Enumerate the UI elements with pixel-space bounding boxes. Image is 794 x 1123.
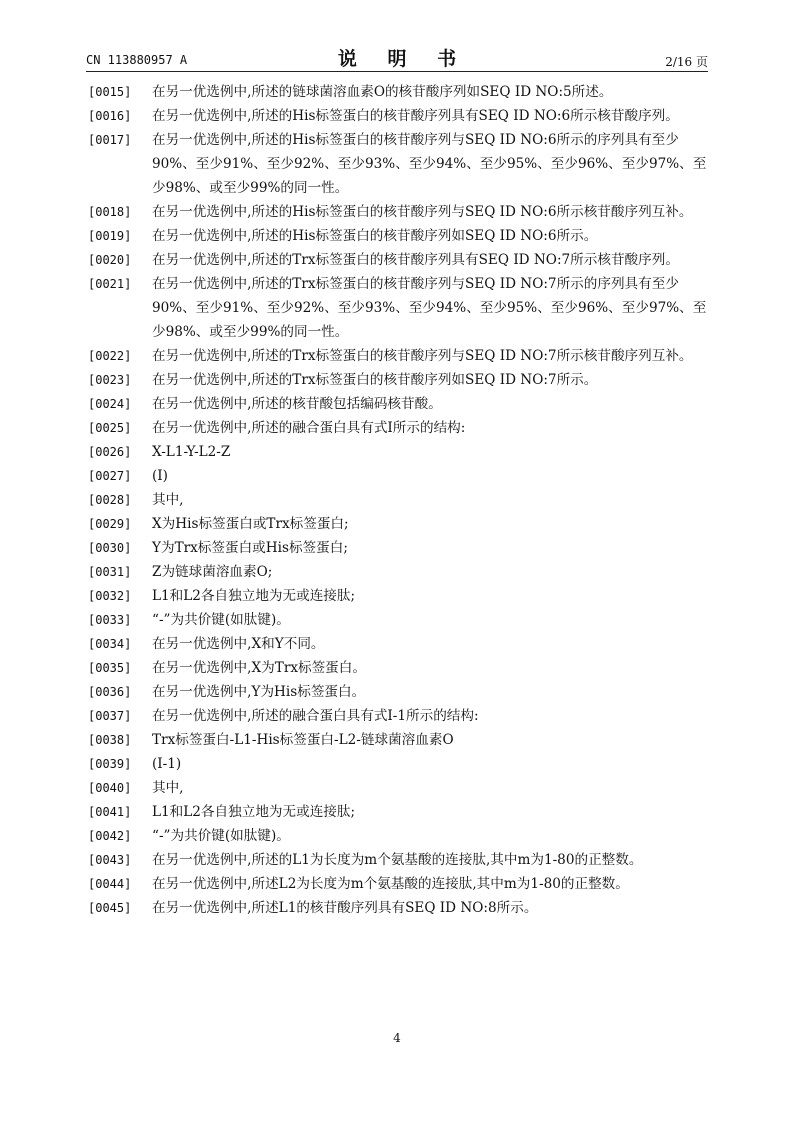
paragraph (88, 104, 708, 128)
paragraph-number: [0043] (88, 853, 132, 867)
paragraph-text: (I) (152, 468, 168, 484)
paragraph-text: 在另一优选例中,X为Trx标签蛋白。 (152, 660, 366, 676)
paragraph (88, 464, 708, 488)
paragraph (88, 896, 708, 920)
paragraph-text: Trx标签蛋白-L1-His标签蛋白-L2-链球菌溶血素O (152, 732, 454, 748)
paragraph-number: [0022] (88, 349, 132, 363)
paragraph-number: [0028] (88, 493, 132, 507)
paragraph (88, 752, 708, 776)
paragraph (88, 416, 708, 440)
paragraph (88, 440, 708, 464)
paragraph (88, 512, 708, 536)
paragraph-number: [0016] (88, 109, 132, 123)
paragraph-text: 在另一优选例中,所述的融合蛋白具有式I所示的结构: (152, 420, 466, 436)
paragraph-text: 在另一优选例中,所述的Trx标签蛋白的核苷酸序列如SEQ ID NO:7所示。 (152, 372, 598, 388)
paragraph (88, 680, 708, 704)
paragraph-text: (I-1) (152, 756, 182, 772)
paragraph-number: [0025] (88, 421, 132, 435)
paragraph-text: X-L1-Y-L2-Z (152, 444, 231, 460)
paragraph (88, 584, 708, 608)
paragraph (88, 224, 708, 248)
page-indicator: 2/16 页 (665, 55, 708, 69)
paragraph (88, 704, 708, 728)
paragraph-number: [0019] (88, 229, 132, 243)
paragraph-number: [0024] (88, 397, 132, 411)
paragraph (88, 200, 708, 224)
paragraph-number: [0035] (88, 661, 132, 675)
paragraph (88, 560, 708, 584)
paragraph (88, 824, 708, 848)
paragraph-text: 在另一优选例中,所述L2为长度为m个氨基酸的连接肽,其中m为1-80的正整数。 (152, 876, 629, 892)
paragraph (88, 776, 708, 800)
paragraph-text: “-”为共价键(如肽键)。 (152, 828, 290, 844)
paragraph (88, 656, 708, 680)
paragraph-text: Z为链球菌溶血素O; (152, 564, 273, 580)
patent-number: CN 113880957 A (86, 53, 188, 67)
paragraph-number: [0040] (88, 781, 132, 795)
paragraph-number: [0031] (88, 565, 132, 579)
paragraph-number: [0041] (88, 805, 132, 819)
paragraph (88, 248, 708, 272)
paragraph-text: 其中, (152, 492, 184, 508)
paragraph (88, 344, 708, 368)
paragraph-text: Y为Trx标签蛋白或His标签蛋白; (152, 540, 348, 556)
paragraph-text: 在另一优选例中,所述的融合蛋白具有式I-1所示的结构: (152, 708, 479, 724)
document-body (88, 80, 708, 920)
paragraph-text: 在另一优选例中,所述的Trx标签蛋白的核苷酸序列具有SEQ ID NO:7所示核苷酸序列。 (152, 252, 679, 268)
paragraph-number: [0033] (88, 613, 132, 627)
paragraph (88, 632, 708, 656)
paragraph-text: 在另一优选例中,X和Y不同。 (152, 636, 325, 652)
paragraph-text: 在另一优选例中,所述的His标签蛋白的核苷酸序列与SEQ ID NO:6所示的序列具有至少90%、至少91%、至少92%、至少93%、至少94%、至少95%、至少96%、至少97%、至少98%、或至少99%的同一性。 (152, 132, 707, 196)
page-header (86, 44, 708, 70)
paragraph-text: 在另一优选例中,所述L1的核苷酸序列具有SEQ ID NO:8所示。 (152, 900, 538, 916)
paragraph (88, 848, 708, 872)
paragraph-text: 在另一优选例中,所述的核苷酸包括编码核苷酸。 (152, 396, 442, 412)
paragraph-number: [0044] (88, 877, 132, 891)
paragraph (88, 872, 708, 896)
paragraph-number: [0029] (88, 517, 132, 531)
paragraph-number: [0038] (88, 733, 132, 747)
paragraph (88, 536, 708, 560)
paragraph-text: 在另一优选例中,Y为His标签蛋白。 (152, 684, 366, 700)
paragraph (88, 272, 708, 344)
paragraph-number: [0023] (88, 373, 132, 387)
header-divider (86, 71, 708, 72)
page-number: 4 (393, 1031, 401, 1045)
paragraph-text: 在另一优选例中,所述的His标签蛋白的核苷酸序列具有SEQ ID NO:6所示核苷酸序列。 (152, 108, 679, 124)
paragraph-number: [0026] (88, 445, 132, 459)
paragraph-number: [0045] (88, 901, 132, 915)
paragraph-text: L1和L2各自独立地为无或连接肽; (152, 804, 356, 820)
paragraph-text: 其中, (152, 780, 184, 796)
paragraph-number: [0034] (88, 637, 132, 651)
paragraph (88, 128, 708, 200)
paragraph-text: 在另一优选例中,所述的Trx标签蛋白的核苷酸序列与SEQ ID NO:7所示的序列具有至少90%、至少91%、至少92%、至少93%、至少94%、至少95%、至少96%、至少97%、至少98%、或至少99%的同一性。 (152, 276, 707, 340)
paragraph-number: [0017] (88, 133, 132, 147)
paragraph-text: “-”为共价键(如肽键)。 (152, 612, 290, 628)
paragraph (88, 488, 708, 512)
paragraph-text: 在另一优选例中,所述的L1为长度为m个氨基酸的连接肽,其中m为1-80的正整数。 (152, 852, 643, 868)
paragraph (88, 608, 708, 632)
paragraph (88, 80, 708, 104)
paragraph-text: 在另一优选例中,所述的链球菌溶血素O的核苷酸序列如SEQ ID NO:5所述。 (152, 84, 613, 100)
paragraph-number: [0020] (88, 253, 132, 267)
paragraph (88, 728, 708, 752)
paragraph-number: [0015] (88, 85, 132, 99)
paragraph (88, 368, 708, 392)
paragraph-number: [0037] (88, 709, 132, 723)
paragraph-number: [0018] (88, 205, 132, 219)
paragraph-number: [0030] (88, 541, 132, 555)
document-title: 说 明 书 (337, 48, 469, 70)
paragraph-text: 在另一优选例中,所述的His标签蛋白的核苷酸序列与SEQ ID NO:6所示核苷酸序列互补。 (152, 204, 693, 220)
paragraph-text: 在另一优选例中,所述的His标签蛋白的核苷酸序列如SEQ ID NO:6所示。 (152, 228, 598, 244)
paragraph-text: L1和L2各自独立地为无或连接肽; (152, 588, 356, 604)
paragraph-text: 在另一优选例中,所述的Trx标签蛋白的核苷酸序列与SEQ ID NO:7所示核苷酸序列互补。 (152, 348, 693, 364)
paragraph-number: [0042] (88, 829, 132, 843)
paragraph-number: [0027] (88, 469, 132, 483)
paragraph (88, 800, 708, 824)
paragraph-text: X为His标签蛋白或Trx标签蛋白; (152, 516, 349, 532)
paragraph-number: [0039] (88, 757, 132, 771)
paragraph-number: [0032] (88, 589, 132, 603)
paragraph-number: [0036] (88, 685, 132, 699)
paragraph-number: [0021] (88, 277, 132, 291)
paragraph (88, 392, 708, 416)
